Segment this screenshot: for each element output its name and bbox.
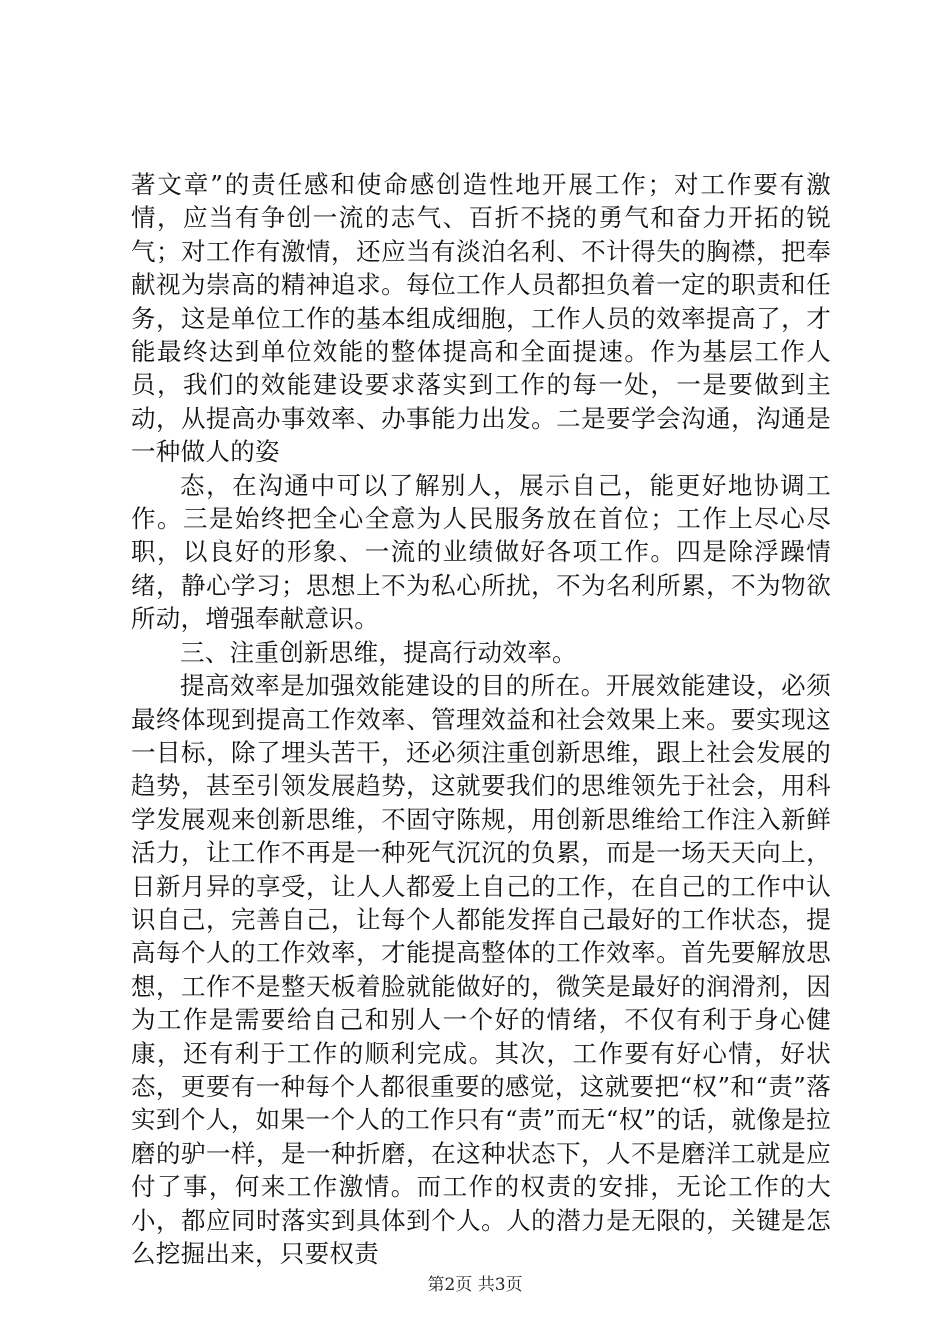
document-body (131, 168, 831, 1270)
page-number-footer: 第2页 共3页 (427, 1275, 523, 1295)
paragraph-efficiency: 提高效率是加强效能建设的目的所在。开展效能建设，必须最终体现到提高工作效率、管理效益和社会效果上来。要实现这一目标，除了埋头苦干，还必须注重创新思维，跟上社会发展的趋势，甚至引领发展趋势，这就要我们的思维领先于社会，用科学发展观来创新思维，不固守陈规，用创新思维给工作注入新鲜活力，让工作不再是一种死气沉沉的负累，而是一场天天向上，日新月异的享受，让人人都爱上自己的工作，在自己的工作中认识自己，完善自己，让每个人都能发挥自己最好的工作状态，提高每个人的工作效率，才能提高整体的工作效率。首先要解放思想，工作不是整天板着脸就能做好的，微笑是最好的润滑剂，因为工作是需要给自己和别人一个好的情绪，不仅有利于身心健康，还有利于工作的顺利完成。其次，工作要有好心情，好状态，更要有一种每个人都很重要的感觉，这就要把“权”和“责”落实到个人，如果一个人的工作只有“责”而无“权”的话，就像是拉磨的驴一样，是一种折磨，在这种状态下，人不是磨洋工就是应付了事，何来工作激情。而工作的权责的安排，无论工作的大小，都应同时落实到具体到个人。人的潜力是无限的，关键是怎么挖掘出来，只要权责 (131, 671, 831, 1268)
section-heading: 三、注重创新思维，提高行动效率。 (180, 637, 577, 667)
paragraph-communication: 态，在沟通中可以了解别人，展示自己，能更好地协调工作。三是始终把全心全意为人民服务放在首位；工作上尽心尽职，以良好的形象、一流的业绩做好各项工作。四是除浮躁情绪，静心学习；思想上不为私心所扰，不为名利所累，不为物欲所动，增强奉献意识。 (131, 470, 831, 634)
paragraph-continued: 著文章”的责任感和使命感创造性地开展工作；对工作要有激情，应当有争创一流的志气、百折不挠的勇气和奋力开拓的锐气；对工作有激情，还应当有淡泊名利、不计得失的胸襟，把奉献视为崇高的精神追求。每位工作人员都担负着一定的职责和任务，这是单位工作的基本组成细胞，工作人员的效率提高了，才能最终达到单位效能的整体提高和全面提速。作为基层工作人员，我们的效能建设要求落实到工作的每一处，一是要做到主动，从提高办事效率、办事能力出发。二是要学会沟通，沟通是一种做人的姿 (131, 170, 831, 467)
